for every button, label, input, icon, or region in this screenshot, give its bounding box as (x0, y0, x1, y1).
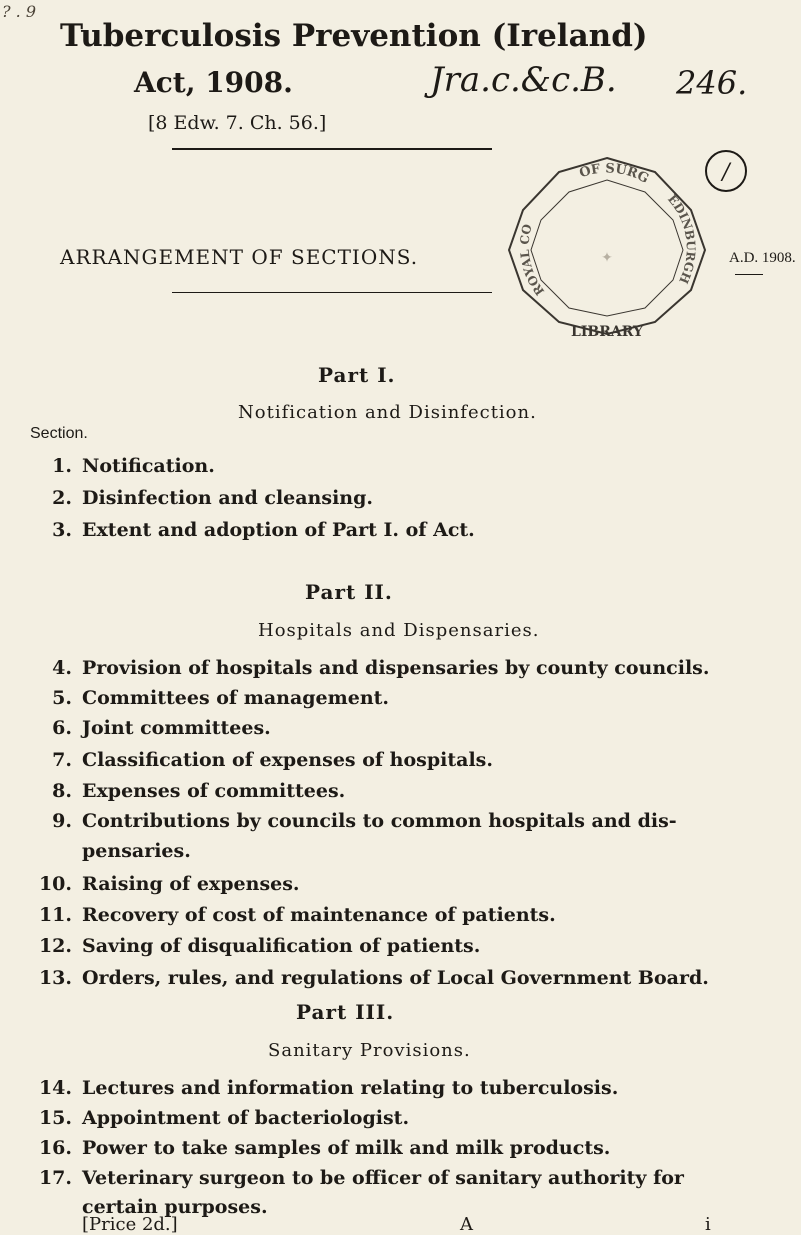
section-title: Joint committees. (82, 717, 271, 739)
section-item (30, 717, 271, 739)
price-label: [Price 2d.] (82, 1214, 178, 1235)
part-3-heading: Part III. (296, 1000, 395, 1024)
section-number: 4. (52, 657, 72, 679)
section-number: 2. (52, 487, 72, 509)
act-year: Act, 1908. (134, 66, 293, 99)
arrangement-heading: ARRANGEMENT OF SECTIONS. (60, 245, 419, 269)
section-item (30, 810, 677, 832)
section-number: 8. (52, 780, 72, 802)
section-item (30, 967, 709, 989)
section-item (30, 780, 345, 802)
section-number: 11. (38, 904, 72, 926)
part-1-subheading: Notification and Disinfection. (238, 402, 537, 423)
section-item (30, 935, 480, 957)
section-title: Extent and adoption of Part I. of Act. (82, 519, 475, 541)
section-number: 5. (52, 687, 72, 709)
section-title: Raising of expenses. (82, 873, 300, 895)
section-item (30, 519, 475, 541)
section-item (30, 1077, 618, 1099)
section-item (30, 1137, 610, 1159)
section-number: 3. (52, 519, 72, 541)
part-1-heading: Part I. (318, 363, 396, 387)
svg-text:EDINBURGH (665, 192, 698, 286)
section-title: Notification. (82, 455, 215, 477)
section-title: Expenses of committees. (82, 780, 346, 802)
stamp-text-right: EDINBURGH (664, 191, 698, 286)
handwritten-number: 246. (676, 64, 748, 102)
section-item (30, 873, 300, 895)
section-title-continuation: pensaries. (82, 840, 191, 862)
part-2-heading: Part II. (305, 580, 393, 604)
stamp-text-top: OF SURG (577, 161, 652, 187)
section-number: 12. (38, 935, 72, 957)
section-item (30, 1107, 409, 1129)
section-title: Contributions by councils to common hospitals and dis- (82, 810, 677, 832)
section-item (30, 749, 493, 771)
handwritten-reference: Jra.c.&c.B. (430, 60, 617, 100)
library-stamp (495, 150, 720, 340)
section-number: 10. (38, 873, 72, 895)
part-3-subheading: Sanitary Provisions. (268, 1040, 471, 1061)
section-item (30, 1167, 684, 1189)
signature-mark-i: i (705, 1214, 711, 1235)
section-number: 9. (52, 810, 72, 832)
section-number: 6. (52, 717, 72, 739)
margin-date-rule (735, 274, 763, 275)
section-title: Orders, rules, and regulations of Local Government Board. (82, 967, 709, 989)
section-number: 15. (38, 1107, 72, 1129)
section-title: Saving of disqualification of patients. (82, 935, 481, 957)
section-item (30, 657, 709, 679)
stamp-text-left: ROYAL CO (517, 222, 548, 299)
section-title: Lectures and information relating to tuberculosis. (82, 1077, 619, 1099)
header-rule-top (172, 148, 492, 150)
margin-date: A.D. 1908. (729, 250, 796, 266)
section-item (30, 904, 556, 926)
section-title: Committees of management. (82, 687, 390, 709)
section-number: 1. (52, 455, 72, 477)
section-number: 17. (38, 1167, 72, 1189)
section-title: Disinfection and cleansing. (82, 487, 374, 509)
chapter-reference: [8 Edw. 7. Ch. 56.] (148, 112, 327, 134)
section-number: 16. (38, 1137, 72, 1159)
section-number: 14. (38, 1077, 72, 1099)
section-number: 7. (52, 749, 72, 771)
svg-text:✦: ✦ (601, 250, 613, 266)
section-title: Classification of expenses of hospitals. (82, 749, 493, 771)
section-title: Recovery of cost of maintenance of patients. (82, 904, 556, 926)
circle-stamp (703, 148, 749, 194)
document-title: Tuberculosis Prevention (Ireland) (60, 18, 648, 54)
svg-text:OF SURG (578, 161, 651, 186)
part-2-subheading: Hospitals and Dispensaries. (258, 620, 540, 641)
section-column-label: Section. (30, 425, 88, 442)
section-title: Veterinary surgeon to be officer of sanitary authority for (82, 1167, 684, 1189)
signature-mark-a: A (460, 1214, 473, 1235)
section-number: 13. (38, 967, 72, 989)
circle-stamp-mark: / (722, 160, 730, 185)
header-rule-bottom (172, 292, 492, 293)
section-item (30, 487, 373, 509)
corner-mark: ? . 9 (2, 2, 37, 21)
stamp-text-bottom: LIBRARY (571, 324, 643, 340)
section-title: Power to take samples of milk and milk products. (82, 1137, 611, 1159)
section-title: Provision of hospitals and dispensaries by county councils. (82, 657, 710, 679)
section-title: Appointment of bacteriologist. (82, 1107, 410, 1129)
section-item (30, 455, 215, 477)
section-title-continuation: certain purposes. (82, 1196, 268, 1218)
section-item (30, 687, 389, 709)
